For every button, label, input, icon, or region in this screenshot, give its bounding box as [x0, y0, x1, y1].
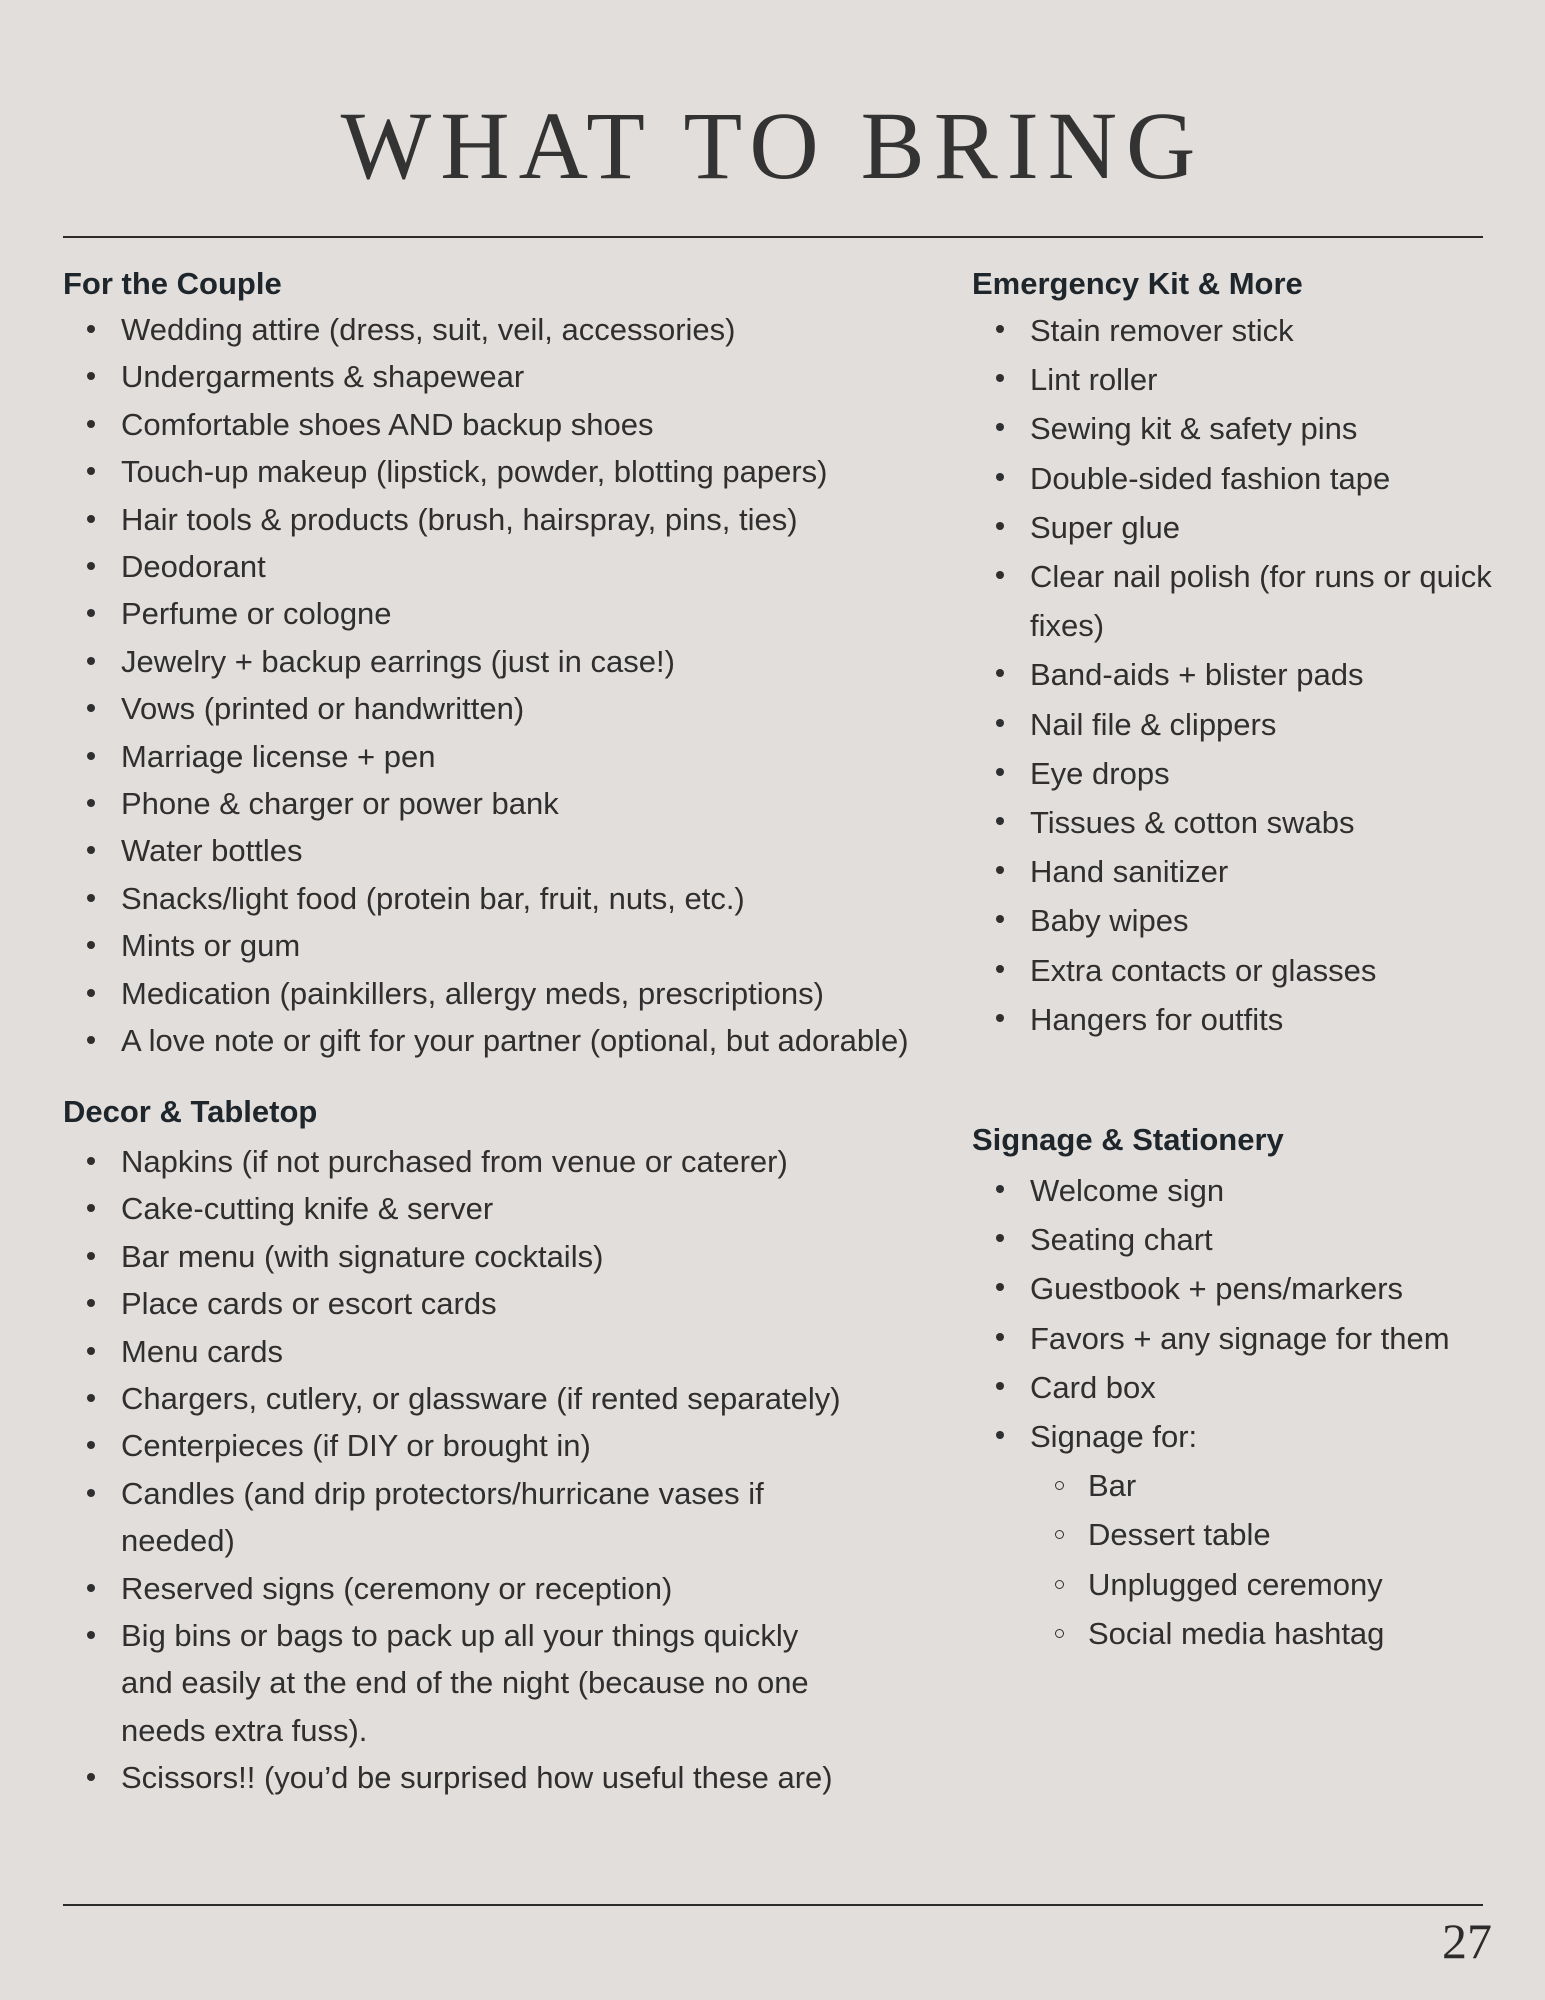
list-item: Snacks/light food (protein bar, fruit, nuts, etc.): [63, 875, 963, 922]
couple-list: [63, 306, 963, 1065]
list-item: Card box: [972, 1363, 1512, 1412]
list-item: Menu cards: [63, 1328, 963, 1375]
section-heading-emergency: Emergency Kit & More: [972, 266, 1303, 301]
list-item: Undergarments & shapewear: [63, 353, 963, 400]
list-item: [972, 1412, 1512, 1658]
signage-list: [972, 1166, 1512, 1658]
list-item: Perfume or cologne: [63, 590, 963, 637]
top-divider: [63, 236, 1483, 238]
section-heading-decor: Decor & Tabletop: [63, 1094, 318, 1129]
list-item: Sewing kit & safety pins: [972, 404, 1512, 453]
list-item: [63, 1612, 963, 1754]
list-item: Jewelry + backup earrings (just in case!): [63, 638, 963, 685]
list-item: Phone & charger or power bank: [63, 780, 963, 827]
list-item: Baby wipes: [972, 896, 1512, 945]
list-item: Mints or gum: [63, 922, 963, 969]
sub-list-item: Social media hashtag: [1030, 1609, 1512, 1658]
signage-sublist: [1030, 1461, 1512, 1658]
signage-section: [972, 1118, 1512, 1658]
list-item: Tissues & cotton swabs: [972, 798, 1512, 847]
sub-list-item: Bar: [1030, 1461, 1512, 1510]
list-item: Double-sided fashion tape: [972, 454, 1512, 503]
list-item: Welcome sign: [972, 1166, 1512, 1215]
list-item-line: and easily at the end of the night (because no one: [121, 1665, 809, 1701]
list-item-line: needed): [121, 1523, 235, 1559]
list-item: [972, 552, 1512, 650]
list-item: Eye drops: [972, 749, 1512, 798]
bottom-divider: [63, 1904, 1483, 1906]
list-item: Hand sanitizer: [972, 847, 1512, 896]
list-item-label: Signage for:: [1030, 1419, 1198, 1455]
list-item: Bar menu (with signature cocktails): [63, 1233, 963, 1280]
couple-section: [63, 262, 963, 1065]
list-item: Cake-cutting knife & server: [63, 1185, 963, 1232]
list-item: Vows (printed or handwritten): [63, 685, 963, 732]
list-item-line: needs extra fuss).: [121, 1712, 368, 1748]
list-item: Chargers, cutlery, or glassware (if rented separately): [63, 1375, 963, 1422]
list-item-line: Candles (and drip protectors/hurricane vases if: [121, 1475, 764, 1511]
list-item: Place cards or escort cards: [63, 1280, 963, 1327]
list-item: Touch-up makeup (lipstick, powder, blotting papers): [63, 448, 963, 495]
emergency-list: [972, 306, 1512, 1044]
sub-list-item: Dessert table: [1030, 1510, 1512, 1559]
list-item: Medication (painkillers, allergy meds, prescriptions): [63, 970, 963, 1017]
list-item: Stain remover stick: [972, 306, 1512, 355]
list-item: Band-aids + blister pads: [972, 650, 1512, 699]
list-item: Centerpieces (if DIY or brought in): [63, 1422, 963, 1469]
list-item: Guestbook + pens/markers: [972, 1264, 1512, 1313]
list-item: Marriage license + pen: [63, 733, 963, 780]
list-item: Comfortable shoes AND backup shoes: [63, 401, 963, 448]
section-heading-signage: Signage & Stationery: [972, 1122, 1284, 1157]
list-item-line: fixes): [1030, 608, 1105, 644]
list-item: Wedding attire (dress, suit, veil, accessories): [63, 306, 963, 353]
decor-section: [63, 1090, 963, 1802]
list-item: [63, 1470, 963, 1565]
section-heading-couple: For the Couple: [63, 266, 282, 301]
list-item: Reserved signs (ceremony or reception): [63, 1565, 963, 1612]
list-item: Nail file & clippers: [972, 700, 1512, 749]
list-item: A love note or gift for your partner (optional, but adorable): [63, 1017, 963, 1064]
page-number: 27: [1442, 1913, 1492, 1969]
list-item: Water bottles: [63, 827, 963, 874]
emergency-section: [972, 262, 1512, 1044]
decor-list: [63, 1138, 963, 1802]
list-item: Seating chart: [972, 1215, 1512, 1264]
page-title: WHAT TO BRING: [340, 92, 1205, 199]
list-item: Scissors!! (you’d be surprised how useful these are): [63, 1754, 963, 1801]
list-item: Napkins (if not purchased from venue or caterer): [63, 1138, 963, 1185]
sub-list-item: Unplugged ceremony: [1030, 1560, 1512, 1609]
list-item: Favors + any signage for them: [972, 1314, 1512, 1363]
list-item: Super glue: [972, 503, 1512, 552]
list-item: Hangers for outfits: [972, 995, 1512, 1044]
list-item: Deodorant: [63, 543, 963, 590]
list-item: Extra contacts or glasses: [972, 946, 1512, 995]
list-item-line: Big bins or bags to pack up all your things quickly: [121, 1618, 799, 1654]
list-item: Lint roller: [972, 355, 1512, 404]
list-item-line: Clear nail polish (for runs or quick: [1030, 559, 1492, 595]
list-item: Hair tools & products (brush, hairspray, pins, ties): [63, 496, 963, 543]
